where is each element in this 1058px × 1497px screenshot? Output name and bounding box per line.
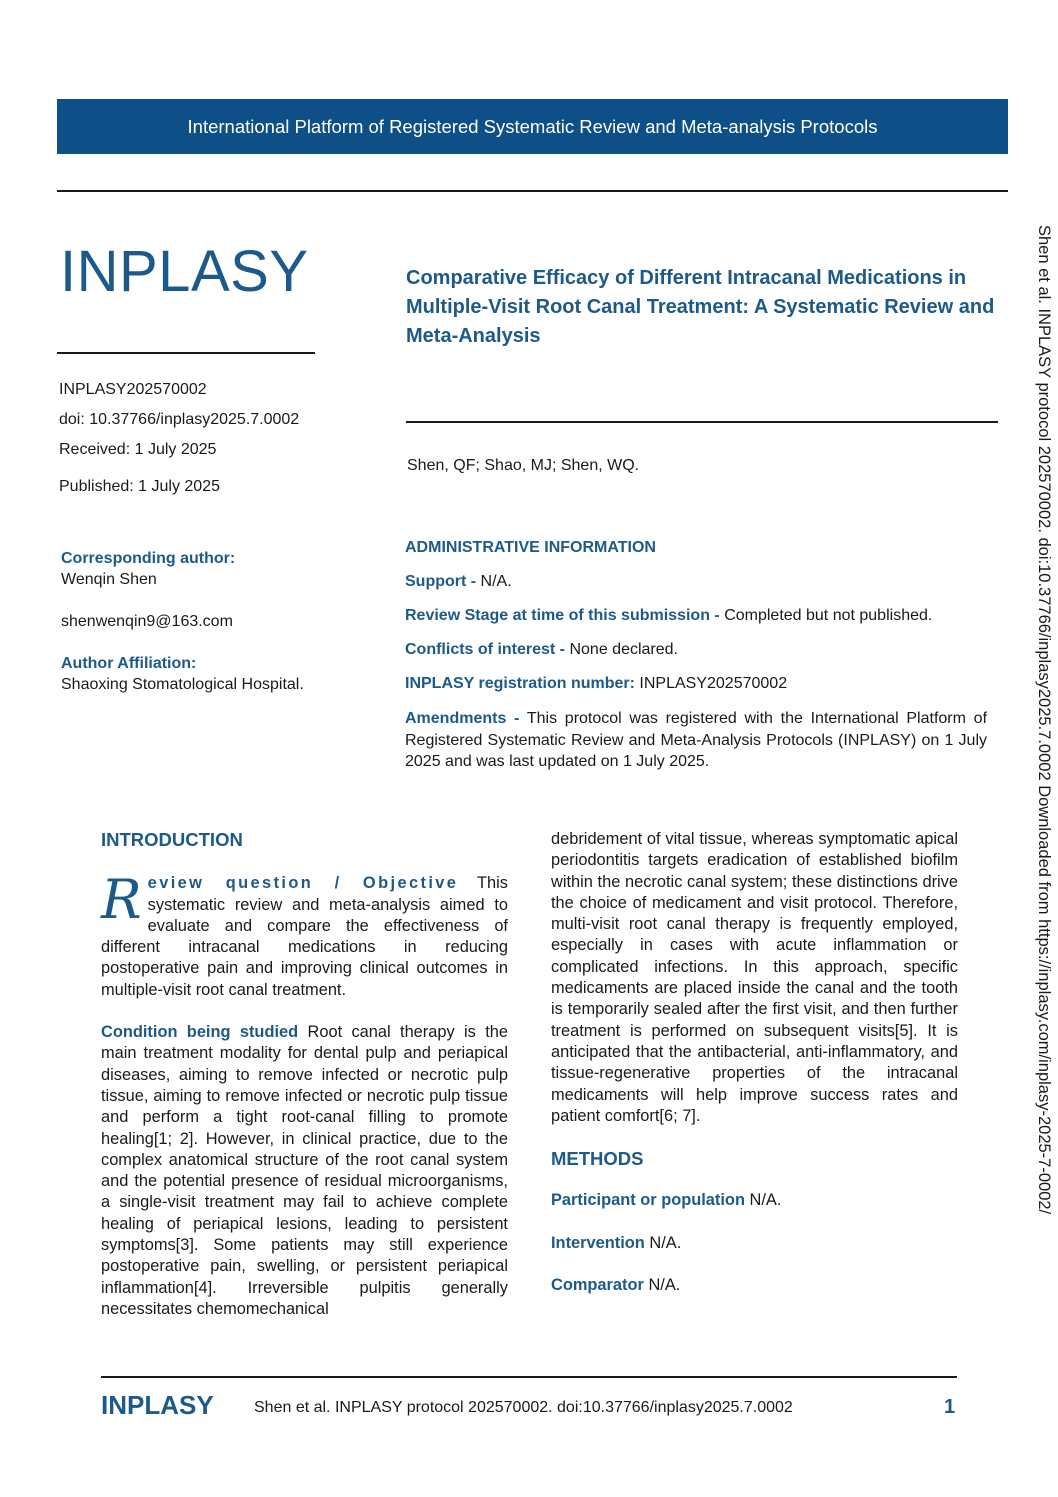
amendments-value: This protocol was registered with the International Platform of Registered Systematic Review and Meta-Analysis Protocols (INPLASY) on 1 July 2025 and was last updated on 1 July 2025. — [405, 710, 988, 770]
side-download-notice: Shen et al. INPLASY protocol 202570002. doi:10.37766/inplasy2025.7.0002 Downloaded from https://inplasy.com/inplasy-2025-7-0002/ — [1035, 225, 1053, 1215]
doi: doi: 10.37766/inplasy2025.7.0002 — [59, 411, 300, 428]
affiliation-value: Shaoxing Stomatological Hospital. — [61, 676, 304, 693]
participant-row — [551, 1190, 958, 1211]
body-column-1 — [101, 829, 508, 1320]
corresponding-author-block — [61, 548, 381, 695]
admin-conflicts — [405, 640, 987, 660]
participant-value: N/A. — [749, 1191, 782, 1210]
review-question-text: This systematic review and meta-analysis aimed to evaluate and compare the effectiveness of different intracanal medications in reducing postoperative pain and improving clinical outcomes in multiple-visit root canal treatment. — [101, 874, 508, 999]
comparator-value: N/A. — [648, 1276, 681, 1295]
footer-rule — [101, 1376, 957, 1378]
footer-citation: Shen et al. INPLASY protocol 202570002. doi:10.37766/inplasy2025.7.0002 — [254, 1399, 793, 1416]
comparator-label: Comparator — [551, 1276, 644, 1295]
conflicts-value: None declared. — [569, 641, 678, 658]
corresponding-author-email[interactable]: shenwenqin9@163.com — [61, 613, 233, 630]
conflicts-label: Conflicts of interest - — [405, 641, 566, 658]
methods-heading: METHODS — [551, 1148, 644, 1170]
introduction-continuation: debridement of vital tissue, whereas symptomatic apical periodontitis targets eradication of established biofilm within the necrotic canal system; these distinctions drive the choice of medicament and visit protocol. Therefore, multi-visit root canal therapy is frequently employed, especially in cases with acute inflammation or complicated infections. In this approach, specific medicaments are placed inside the canal and the tooth is temporarily sealed after the first visit, and then further treatment is performed on subsequent visits[5]. It is anticipated that the antibacterial, anti-inflammatory, and tissue-regenerative properties of the intracanal medicaments will help improve success rates and patient comfort[6; 7]. — [551, 830, 958, 1125]
review-question-label: eview question / Objective — [147, 874, 459, 893]
authors: Shen, QF; Shao, MJ; Shen, WQ. — [407, 457, 640, 474]
admin-registration — [405, 674, 987, 694]
header-banner: International Platform of Registered Systematic Review and Meta-analysis Protocols — [57, 99, 1008, 154]
review-question-paragraph — [101, 868, 508, 1001]
received-date: Received: 1 July 2025 — [59, 441, 217, 458]
admin-support — [405, 572, 987, 592]
logo-rule — [57, 352, 315, 354]
page-number: 1 — [944, 1396, 956, 1418]
corresponding-author-label: Corresponding author: — [61, 550, 236, 567]
admin-heading: ADMINISTRATIVE INFORMATION — [405, 539, 656, 556]
admin-section — [405, 538, 987, 773]
support-value: N/A. — [480, 573, 512, 590]
introduction-heading: INTRODUCTION — [101, 829, 243, 850]
participant-label: Participant or population — [551, 1191, 745, 1210]
review-stage-value: Completed but not published. — [724, 607, 933, 624]
support-label: Support - — [405, 573, 477, 590]
footer-logo: INPLASY — [101, 1390, 214, 1420]
title-rule — [406, 421, 998, 423]
condition-paragraph — [101, 1022, 508, 1320]
affiliation-label: Author Affiliation: — [61, 655, 197, 672]
intervention-value: N/A. — [649, 1233, 682, 1252]
amendments-label: Amendments - — [405, 710, 520, 727]
intervention-label: Intervention — [551, 1233, 645, 1252]
admin-amendments — [405, 708, 987, 773]
protocol-id: INPLASY202570002 — [59, 381, 207, 398]
review-stage-label: Review Stage at time of this submission - — [405, 607, 720, 624]
condition-text: Root canal therapy is the main treatment modality for dental pulp and periapical diseases, aiming to remove infected or necrotic pulp tissue, aiming to remove infected or necrotic pulp tissue and perform a tight root-canal filling to promote healing[1; 2]. However, in clinical practice, due to the complex anatomical structure of the root canal system and the potential presence of residual microorganisms, a single-visit treatment may fail to achieve complete healing of periapical lesions, leading to persistent symptoms[3]. Some patients may still experience postoperative pain, swelling, or persistent periapical inflammation[4]. Irreversible pulpitis generally necessitates chemomechanical — [101, 1023, 508, 1318]
condition-label: Condition being studied — [101, 1023, 299, 1042]
corresponding-author-name: Wenqin Shen — [61, 571, 157, 588]
comparator-row — [551, 1275, 958, 1296]
intervention-row — [551, 1233, 958, 1254]
body-column-2 — [551, 829, 958, 1296]
page-title: Comparative Efficacy of Different Intracanal Medications in Multiple-Visit Root Canal Treatment: A Systematic Review and Meta-Analysis — [406, 267, 995, 347]
registration-label: INPLASY registration number: — [405, 675, 635, 692]
admin-review-stage — [405, 606, 987, 626]
inplasy-logo: INPLASY — [60, 239, 309, 304]
registration-value: INPLASY202570002 — [639, 675, 788, 692]
header-rule — [57, 190, 1008, 192]
published-date: Published: 1 July 2025 — [59, 478, 220, 495]
drop-cap: R — [101, 868, 142, 932]
